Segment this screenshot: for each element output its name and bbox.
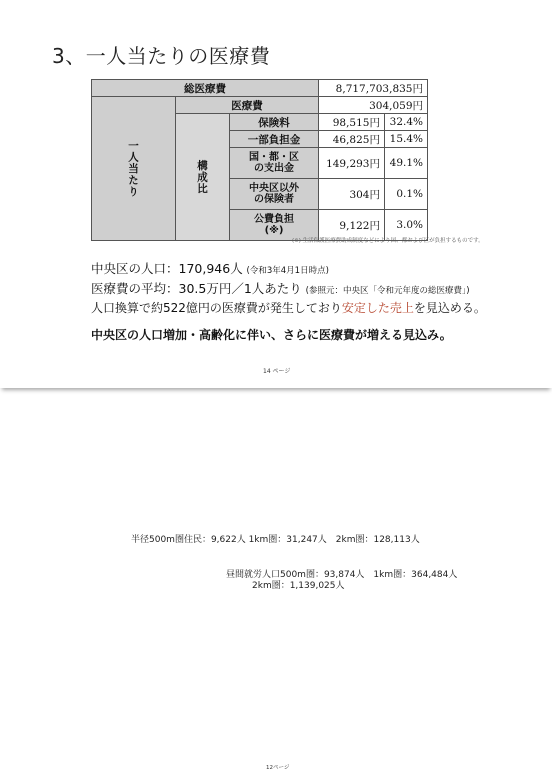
average-label: 医療費の平均：30.5万円／1人あたり xyxy=(91,281,302,296)
row-label-line2: の保険者 xyxy=(254,194,294,205)
table-row xyxy=(92,80,428,97)
row-amount: 149,293円 xyxy=(319,148,385,179)
per-person-side-label: 一人当たり xyxy=(92,97,176,241)
population-date: (令和3年4月1日時点) xyxy=(246,266,329,276)
table-row xyxy=(92,97,428,114)
population-label: 中央区の人口：170,946人 xyxy=(91,261,243,276)
row-amount: 98,515円 xyxy=(319,114,385,131)
row-amount: 9,122円 xyxy=(319,210,385,241)
estimate-pre: 人口換算で約522億円の医療費が発生しており xyxy=(91,301,342,315)
total-cost-label: 総医療費 xyxy=(92,80,319,97)
average-line xyxy=(91,280,486,300)
row-label-line1: 国・都・区 xyxy=(249,152,299,163)
population-line xyxy=(91,260,486,280)
daytime-population-stat xyxy=(226,570,457,592)
row-label xyxy=(230,179,319,210)
footnote: (※) 生活保護医療費助成制度などにより国、都および区が負担するものです。 xyxy=(292,238,484,244)
row-label-line2: の支出金 xyxy=(254,163,294,174)
population-text-block xyxy=(91,260,486,317)
resident-population-stat: 半径500m圏住民：9,622人 1km圏：31,247人 2km圏：128,113人 xyxy=(131,535,420,545)
slide-page-14 xyxy=(0,0,552,388)
composition-label: 構成比 xyxy=(176,114,230,241)
row-amount: 46,825円 xyxy=(319,131,385,148)
per-person-cost-value: 304,059円 xyxy=(319,97,428,114)
estimate-accent: 安定した売上 xyxy=(341,301,414,315)
estimate-line xyxy=(91,300,486,317)
row-label-line1: 中央区以外 xyxy=(249,183,299,194)
summary-text: 中央区の人口増加・高齢化に伴い、さらに医療費が増える見込み。 xyxy=(91,328,452,342)
per-person-cost-label: 医療費 xyxy=(176,97,319,114)
daytime-stat-line1: 昼間就労人口500m圏：93,874人 1km圏：364,484人 xyxy=(226,570,458,580)
page-title: 3、一人当たりの医療費 xyxy=(52,44,271,68)
row-label-line2: (※) xyxy=(264,225,284,236)
row-label: 一部負担金 xyxy=(230,131,319,148)
row-pct: 49.1% xyxy=(384,148,427,179)
row-amount: 304円 xyxy=(319,179,385,210)
average-ref: (参照元：中央区「令和元年度の総医療費」) xyxy=(305,286,470,296)
estimate-post: を見込める。 xyxy=(413,301,486,315)
medical-cost-table xyxy=(91,79,428,241)
daytime-stat-line2: 2km圏：1,139,025人 xyxy=(252,581,345,591)
row-pct: 32.4% xyxy=(384,114,427,131)
page-number-2: 12ページ xyxy=(266,765,290,771)
row-label-line1: 公費負担 xyxy=(254,214,294,225)
row-pct: 3.0% xyxy=(384,210,427,241)
row-label: 保険料 xyxy=(230,114,319,131)
row-pct: 0.1% xyxy=(384,179,427,210)
page-number: 14 ページ xyxy=(263,368,291,375)
row-pct: 15.4% xyxy=(384,131,427,148)
total-cost-value: 8,717,703,835円 xyxy=(319,80,428,97)
row-label xyxy=(230,148,319,179)
